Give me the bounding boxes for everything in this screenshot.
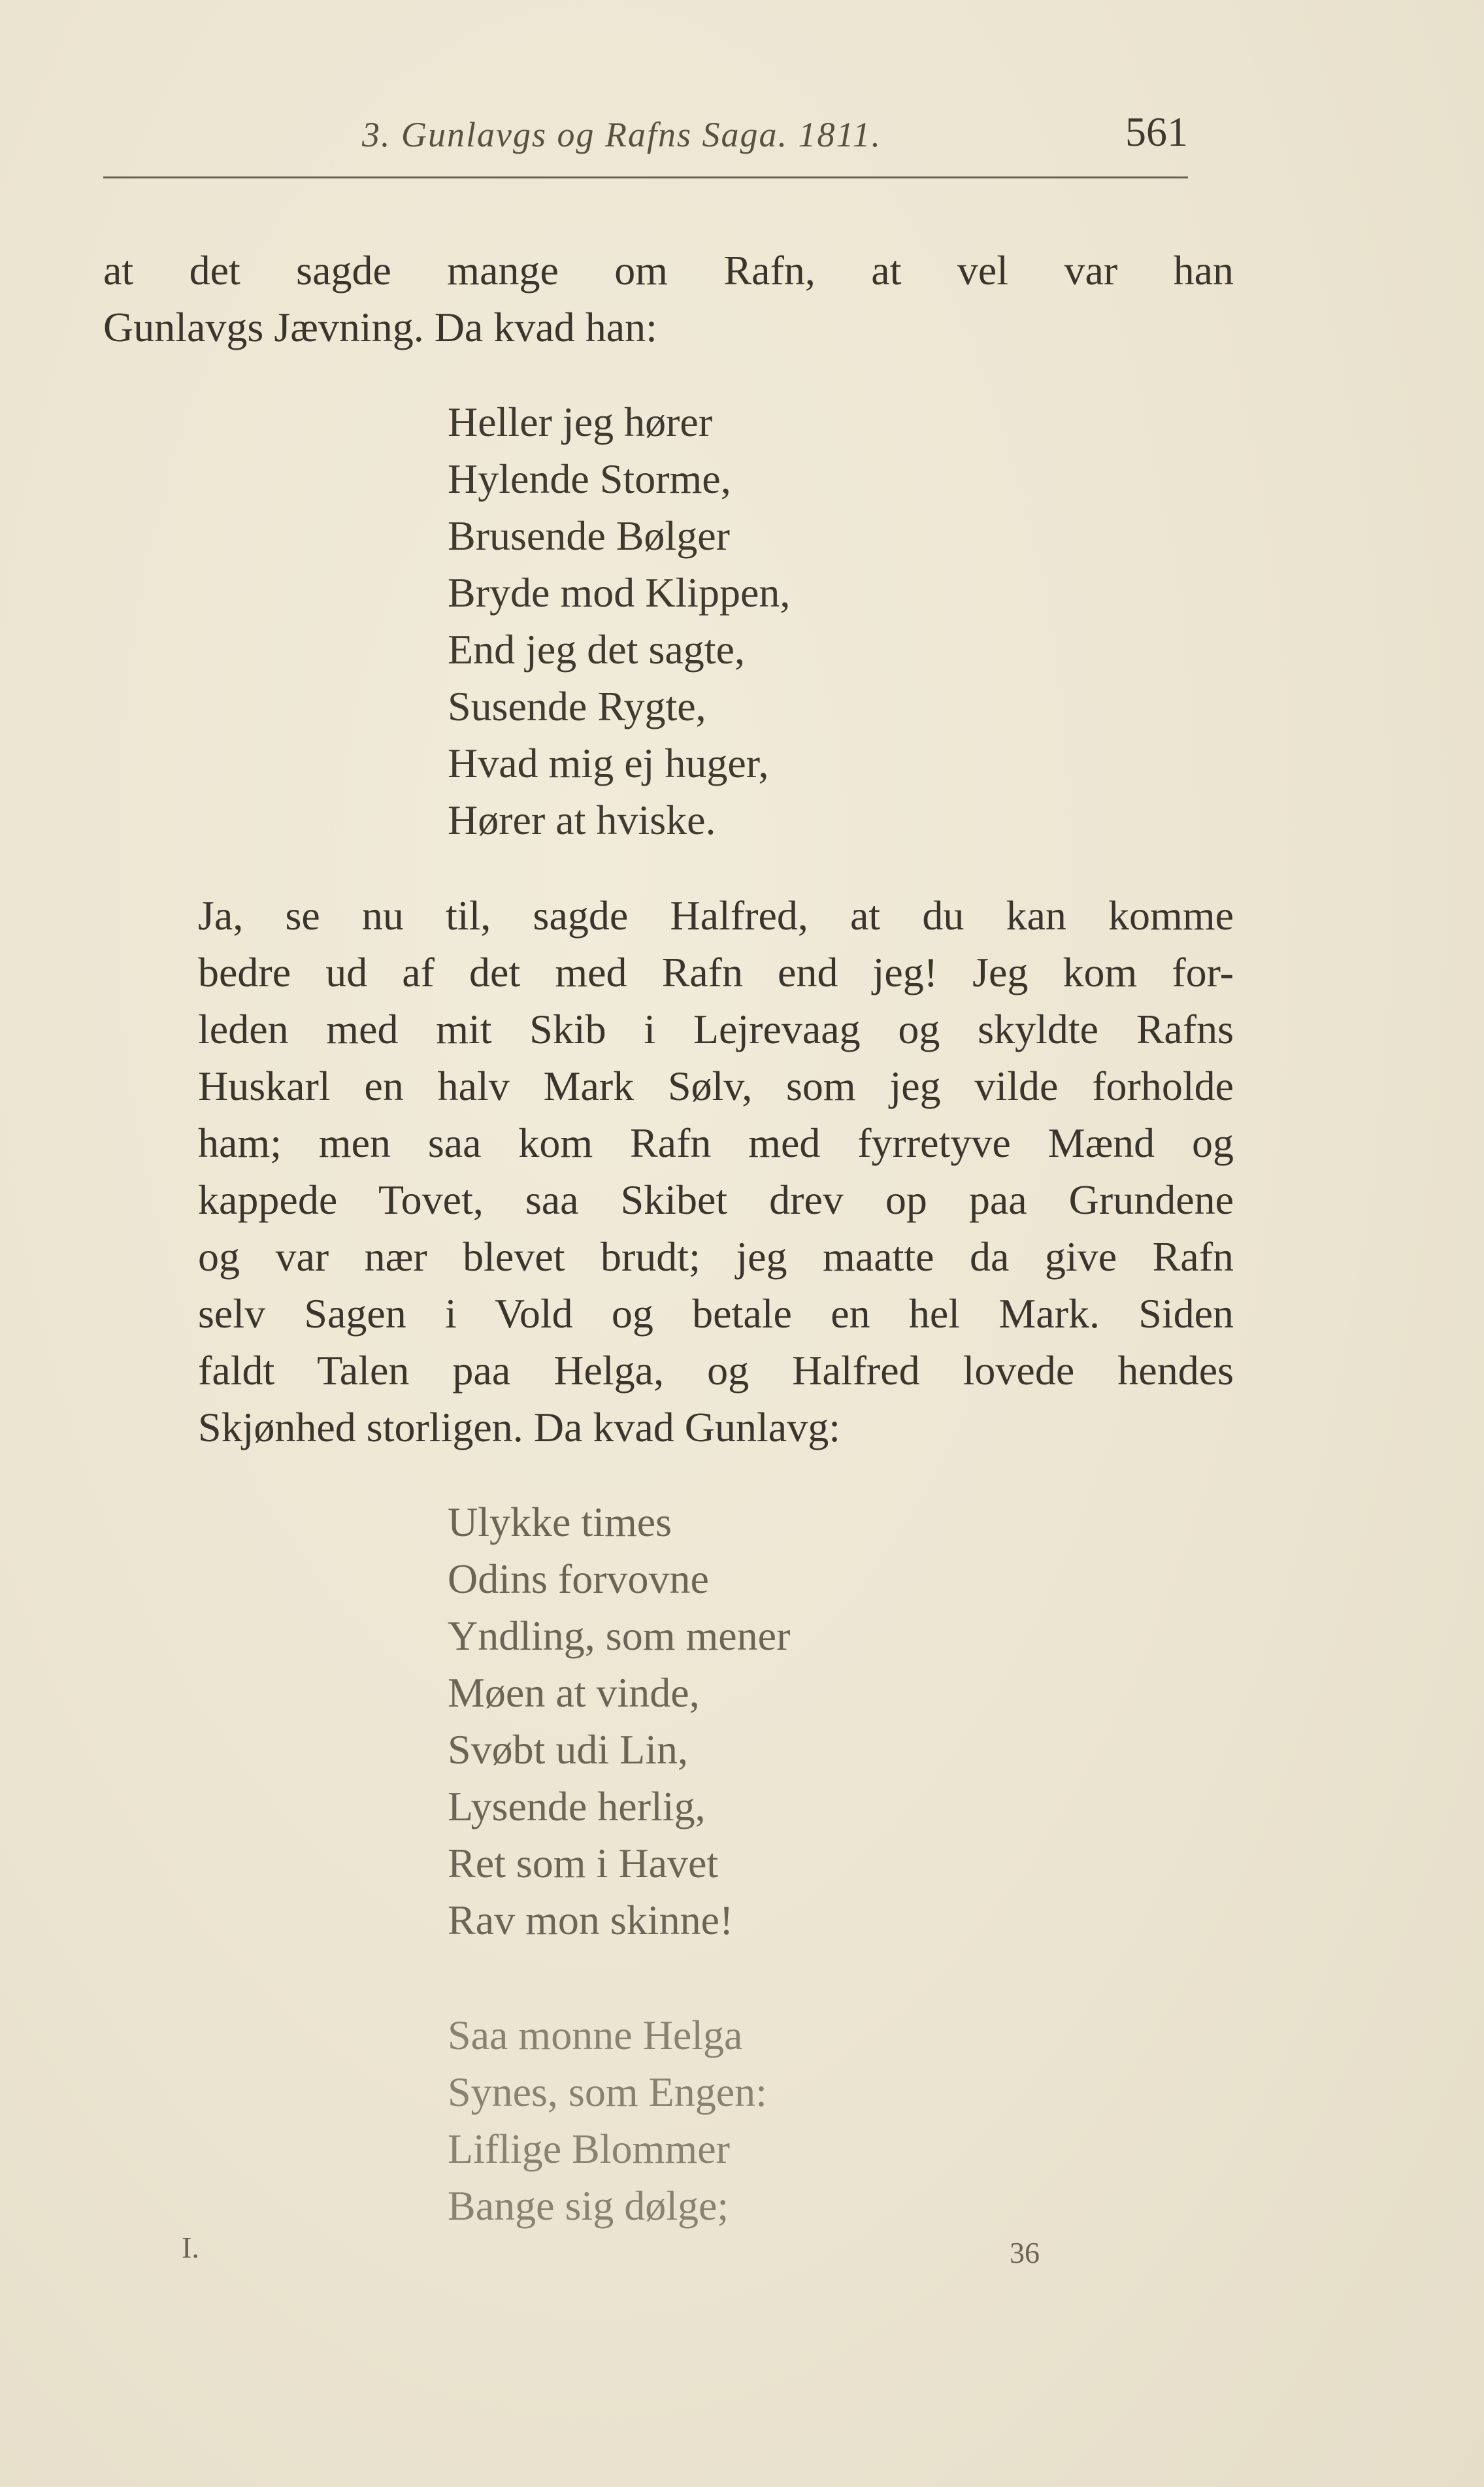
text-line: og var nær blevet brudt; jeg maatte da give Rafn xyxy=(198,1233,1234,1280)
verse-line: Ulykke times xyxy=(448,1499,672,1545)
verse-line: Svøbt udi Lin, xyxy=(448,1726,689,1773)
verse-stanza-1 xyxy=(448,393,790,848)
running-title: 3. Gunlavgs og Rafns Saga. 1811. xyxy=(362,115,882,154)
verse-line: End jeg det sagte, xyxy=(448,626,745,673)
text-line: bedre ud af det med Rafn end jeg! Jeg kom for- xyxy=(198,949,1234,995)
verse-line: Yndling, som mener xyxy=(448,1612,791,1659)
verse-line: Rav mon skinne! xyxy=(448,1897,734,1943)
verse-line: Ret som i Havet xyxy=(448,1840,719,1886)
verse-line: Heller jeg hører xyxy=(448,399,713,445)
sheet-mark: I. xyxy=(182,2231,199,2264)
verse-line: Bryde mod Klippen, xyxy=(448,569,791,616)
page-number: 561 xyxy=(1125,108,1188,155)
verse-line: Lysende herlig, xyxy=(448,1783,706,1829)
verse-stanza-3 xyxy=(448,2007,767,2234)
verse-line: Møen at vinde, xyxy=(448,1669,700,1716)
printer-signature: 36 xyxy=(1010,2236,1040,2269)
paragraph-2 xyxy=(103,887,1234,1456)
verse-line: Synes, som Engen: xyxy=(448,2069,767,2115)
verse-line: Hvad mig ej huger, xyxy=(448,740,769,786)
text-line: at det sagde mange om Rafn, at vel var han xyxy=(103,247,1234,293)
verse-line: Liflige Blommer xyxy=(448,2126,730,2172)
verse-stanza-2 xyxy=(448,1494,790,1948)
text-line: Huskarl en halv Mark Sølv, som jeg vilde forholde xyxy=(198,1063,1234,1109)
text-line: Gunlavgs Jævning. Da kvad han: xyxy=(103,304,657,350)
header-rule xyxy=(103,176,1188,178)
verse-line: Hører at hviske. xyxy=(448,797,716,843)
verse-line: Saa monne Helga xyxy=(448,2012,743,2058)
text-line: kappede Tovet, saa Skibet drev op paa Grundene xyxy=(198,1177,1234,1223)
text-line: Skjønhed storligen. Da kvad Gunlavg: xyxy=(198,1404,840,1450)
verse-line: Bange sig dølge; xyxy=(448,2182,729,2229)
text-line: selv Sagen i Vold og betale en hel Mark. Siden xyxy=(198,1290,1234,1337)
text-line: Ja, se nu til, sagde Halfred, at du kan komme xyxy=(198,892,1234,939)
verse-line: Odins forvovne xyxy=(448,1556,709,1602)
verse-line: Susende Rygte, xyxy=(448,683,706,729)
verse-line: Hylende Storme, xyxy=(448,456,731,502)
text-line: ham; men saa kom Rafn med fyrretyve Mænd og xyxy=(198,1120,1234,1166)
text-line: faldt Talen paa Helga, og Halfred lovede hendes xyxy=(198,1347,1234,1394)
verse-line: Brusende Bølger xyxy=(448,512,730,559)
text-line: leden med mit Skib i Lejrevaag og skyldte Rafns xyxy=(198,1006,1234,1052)
running-header xyxy=(103,108,1188,167)
paragraph-1 xyxy=(103,242,1234,356)
